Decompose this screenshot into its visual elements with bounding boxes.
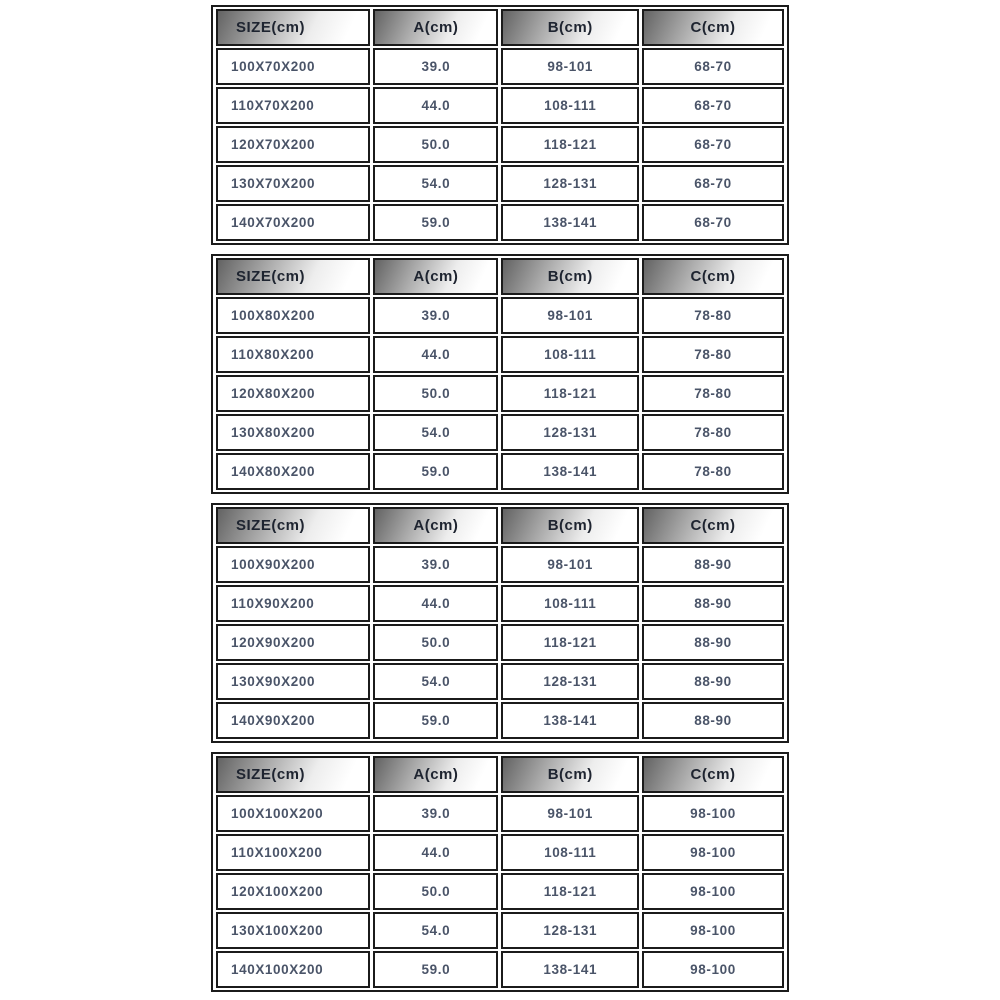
table-row <box>216 663 784 700</box>
table-row <box>216 834 784 871</box>
table-cell: 120X80X200 <box>216 375 370 412</box>
table-cell: 50.0 <box>373 624 498 661</box>
table-row <box>216 297 784 334</box>
column-header: C(cm) <box>642 756 784 793</box>
table-cell: 54.0 <box>373 165 498 202</box>
table-cell: 130X90X200 <box>216 663 370 700</box>
table-cell: 138-141 <box>501 204 639 241</box>
table-cell: 68-70 <box>642 87 784 124</box>
column-header: B(cm) <box>501 756 639 793</box>
table-cell: 128-131 <box>501 414 639 451</box>
table-row <box>216 546 784 583</box>
size-table-4 <box>211 752 789 992</box>
table-cell: 78-80 <box>642 453 784 490</box>
table-cell: 39.0 <box>373 795 498 832</box>
table-cell: 98-100 <box>642 873 784 910</box>
table-cell: 100X90X200 <box>216 546 370 583</box>
tables-wrap <box>211 5 785 992</box>
column-header: B(cm) <box>501 507 639 544</box>
table-cell: 59.0 <box>373 702 498 739</box>
table-cell: 68-70 <box>642 204 784 241</box>
table-row <box>216 48 784 85</box>
header-row <box>216 507 784 544</box>
table-cell: 118-121 <box>501 624 639 661</box>
table-row <box>216 912 784 949</box>
table-cell: 68-70 <box>642 126 784 163</box>
table-cell: 59.0 <box>373 951 498 988</box>
table-cell: 78-80 <box>642 297 784 334</box>
size-table-1 <box>211 5 789 245</box>
table-cell: 54.0 <box>373 912 498 949</box>
table-cell: 78-80 <box>642 414 784 451</box>
column-header: SIZE(cm) <box>216 756 370 793</box>
table-cell: 98-100 <box>642 951 784 988</box>
size-table-3 <box>211 503 789 743</box>
column-header: B(cm) <box>501 9 639 46</box>
table-cell: 128-131 <box>501 165 639 202</box>
table-cell: 110X90X200 <box>216 585 370 622</box>
table-cell: 39.0 <box>373 546 498 583</box>
table-cell: 88-90 <box>642 546 784 583</box>
table-cell: 138-141 <box>501 453 639 490</box>
table-row <box>216 87 784 124</box>
column-header: C(cm) <box>642 507 784 544</box>
table-cell: 68-70 <box>642 165 784 202</box>
table-cell: 108-111 <box>501 585 639 622</box>
column-header: C(cm) <box>642 9 784 46</box>
table-row <box>216 585 784 622</box>
table-cell: 140X90X200 <box>216 702 370 739</box>
table-row <box>216 165 784 202</box>
table-cell: 44.0 <box>373 336 498 373</box>
table-cell: 88-90 <box>642 702 784 739</box>
column-header: SIZE(cm) <box>216 258 370 295</box>
table-row <box>216 126 784 163</box>
table-row <box>216 414 784 451</box>
table-cell: 130X70X200 <box>216 165 370 202</box>
table-cell: 140X70X200 <box>216 204 370 241</box>
table-row <box>216 795 784 832</box>
table-cell: 118-121 <box>501 375 639 412</box>
table-cell: 140X80X200 <box>216 453 370 490</box>
table-cell: 59.0 <box>373 453 498 490</box>
table-cell: 88-90 <box>642 663 784 700</box>
table-cell: 120X70X200 <box>216 126 370 163</box>
column-header: A(cm) <box>373 756 498 793</box>
table-row <box>216 453 784 490</box>
column-header: C(cm) <box>642 258 784 295</box>
table-cell: 98-101 <box>501 48 639 85</box>
table-cell: 118-121 <box>501 126 639 163</box>
column-header: SIZE(cm) <box>216 9 370 46</box>
table-cell: 130X100X200 <box>216 912 370 949</box>
table-cell: 78-80 <box>642 336 784 373</box>
table-cell: 50.0 <box>373 873 498 910</box>
table-cell: 110X100X200 <box>216 834 370 871</box>
table-row <box>216 873 784 910</box>
column-header: A(cm) <box>373 9 498 46</box>
table-cell: 98-101 <box>501 546 639 583</box>
table-cell: 108-111 <box>501 87 639 124</box>
table-cell: 59.0 <box>373 204 498 241</box>
table-cell: 98-100 <box>642 834 784 871</box>
table-cell: 128-131 <box>501 663 639 700</box>
table-cell: 108-111 <box>501 834 639 871</box>
table-cell: 98-100 <box>642 795 784 832</box>
table-cell: 39.0 <box>373 48 498 85</box>
table-row <box>216 951 784 988</box>
table-cell: 78-80 <box>642 375 784 412</box>
table-cell: 118-121 <box>501 873 639 910</box>
header-row <box>216 9 784 46</box>
table-cell: 100X100X200 <box>216 795 370 832</box>
table-cell: 120X100X200 <box>216 873 370 910</box>
table-cell: 54.0 <box>373 663 498 700</box>
table-cell: 54.0 <box>373 414 498 451</box>
table-cell: 88-90 <box>642 585 784 622</box>
table-cell: 108-111 <box>501 336 639 373</box>
table-row <box>216 702 784 739</box>
header-row <box>216 756 784 793</box>
column-header: A(cm) <box>373 258 498 295</box>
table-cell: 100X70X200 <box>216 48 370 85</box>
table-cell: 140X100X200 <box>216 951 370 988</box>
table-cell: 44.0 <box>373 585 498 622</box>
table-cell: 50.0 <box>373 375 498 412</box>
table-cell: 98-100 <box>642 912 784 949</box>
table-cell: 98-101 <box>501 795 639 832</box>
header-row <box>216 258 784 295</box>
table-cell: 130X80X200 <box>216 414 370 451</box>
table-cell: 44.0 <box>373 87 498 124</box>
table-cell: 44.0 <box>373 834 498 871</box>
column-header: B(cm) <box>501 258 639 295</box>
table-row <box>216 336 784 373</box>
column-header: A(cm) <box>373 507 498 544</box>
table-row <box>216 624 784 661</box>
table-row <box>216 204 784 241</box>
table-cell: 50.0 <box>373 126 498 163</box>
table-cell: 98-101 <box>501 297 639 334</box>
column-header: SIZE(cm) <box>216 507 370 544</box>
table-cell: 128-131 <box>501 912 639 949</box>
table-cell: 120X90X200 <box>216 624 370 661</box>
table-cell: 110X80X200 <box>216 336 370 373</box>
table-cell: 138-141 <box>501 702 639 739</box>
table-cell: 88-90 <box>642 624 784 661</box>
table-cell: 39.0 <box>373 297 498 334</box>
size-table-2 <box>211 254 789 494</box>
table-cell: 138-141 <box>501 951 639 988</box>
table-cell: 100X80X200 <box>216 297 370 334</box>
table-cell: 68-70 <box>642 48 784 85</box>
table-cell: 110X70X200 <box>216 87 370 124</box>
table-row <box>216 375 784 412</box>
